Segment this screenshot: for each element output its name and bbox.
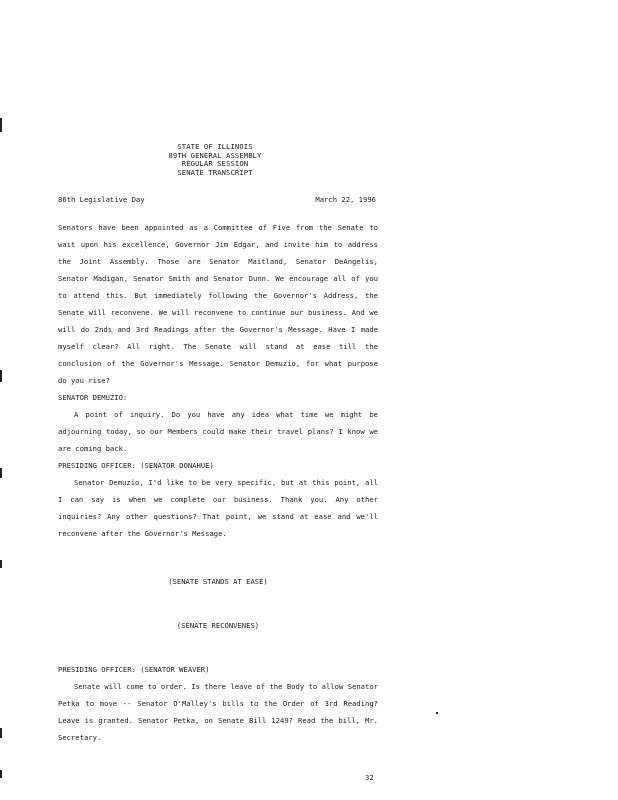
left-edge-mark bbox=[0, 560, 2, 568]
header-state: STATE OF ILLINOIS bbox=[177, 142, 253, 151]
transcript-body bbox=[58, 219, 378, 542]
speaker-label: SENATOR DEMUZIO: bbox=[58, 393, 128, 402]
left-edge-mark bbox=[0, 468, 2, 478]
stray-mark bbox=[436, 712, 438, 714]
legislative-day: 86th Legislative Day bbox=[58, 195, 145, 204]
header-assembly: 89TH GENERAL ASSEMBLY bbox=[168, 150, 262, 160]
left-edge-mark bbox=[0, 728, 2, 738]
document-header bbox=[150, 143, 280, 177]
left-edge-mark bbox=[0, 118, 2, 132]
transcript-continuation bbox=[58, 661, 378, 746]
header-transcript: SENATE TRANSCRIPT bbox=[177, 167, 253, 177]
paragraph: Senate will come to order. Is there leave of the Body to allow Senator Petka to move -- Senator O'Malley's bills to the Order of 3rd Reading? Leave is granted. Senator Petka, on Senate Bill 1249? Read the bill, Mr. Secretary. bbox=[58, 682, 378, 742]
legislative-day-line bbox=[58, 195, 376, 204]
paragraph: Senators have been appointed as a Committee of Five from the Senate to wait upon his excellence, Governor Jim Edgar, and invite him to address the Joint Assembly. Those are Senator Maitland, Senator DeAngelis, Senator Madigan, Senator Smith and Senator Dunn. We encourage all of you to attend this. But immediately following the Governor's Address, the Senate will reconvene. We will reconvene to continue our business. And we will do 2nds and 3rd Readings after the Governor's Message. Have I made myself clear? All right. The Senate will stand at ease till the conclusion of the Governor's Message. Senator Demuzio, for what purpose do you rise? bbox=[58, 223, 378, 385]
left-edge-mark bbox=[0, 370, 2, 382]
session-date: March 22, 1996 bbox=[315, 195, 376, 204]
reconvenes-note: (SENATE RECONVENES) bbox=[176, 621, 260, 630]
page-number: 32 bbox=[365, 773, 374, 782]
speaker-label: PRESIDING OFFICER: (SENATOR DONAHUE) bbox=[58, 461, 214, 470]
left-edge-mark bbox=[0, 770, 2, 778]
paragraph: Senator Demuzio, I'd like to be very specific, but at this point, all I can say is when we complete our business. Thank you. Any other inquiries? Any other questions? That point, we stand at ease and we'll reconvene after the Governor's Message. bbox=[58, 478, 378, 538]
stands-at-ease-note: (SENATE STANDS AT EASE) bbox=[168, 577, 268, 586]
paragraph: A point of inquiry. Do you have any idea what time we might be adjourning today, so our Members could make their travel plans? I know we are coming back. bbox=[58, 410, 378, 453]
speaker-label: PRESIDING OFFICER: (SENATOR WEAVER) bbox=[58, 665, 210, 674]
header-session: REGULAR SESSION bbox=[181, 159, 249, 169]
